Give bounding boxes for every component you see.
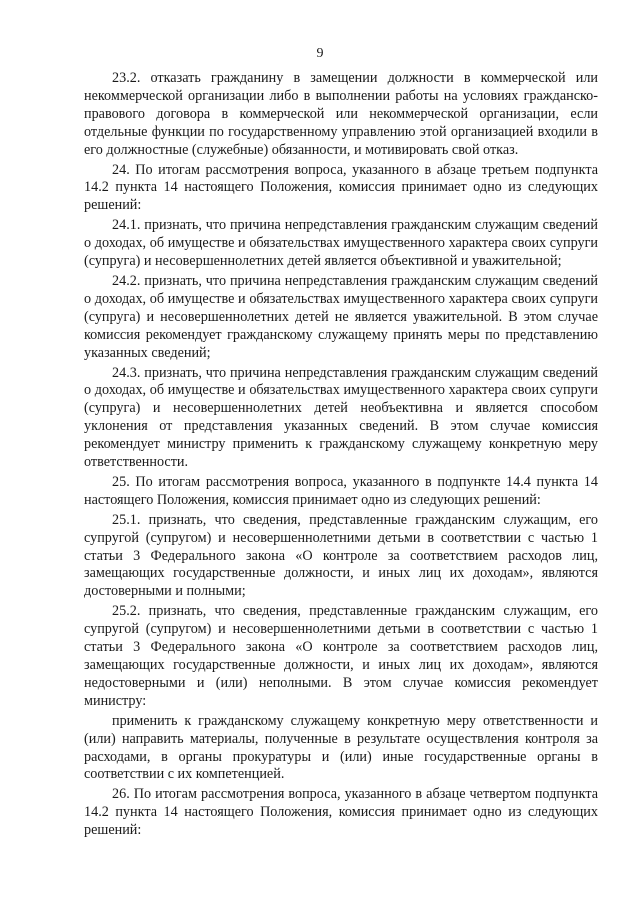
paragraph-26: 26. По итогам рассмотрения вопроса, указанного в абзаце четвертом подпункта 14.2 пункта 14 настоящего Положения, комиссия принимает одно из следующих решений: [84, 786, 598, 839]
paragraph-24-2: 24.2. признать, что причина непредставления гражданским служащим сведений о доходах, об имуществе и обязательствах имущественного характера своих супруги (супруга) и несовершеннолетних детей не является уважительной. В этом случае комиссия рекомендует гражданскому служащему принять меры по представлению указанных сведений; [84, 272, 598, 361]
paragraph-25: 25. По итогам рассмотрения вопроса, указанного в подпункте 14.4 пункта 14 настоящего Положения, комиссия принимает одно из следующих решений: [84, 473, 598, 508]
page-number: 9 [316, 46, 324, 61]
paragraph-24-1: 24.1. признать, что причина непредставления гражданским служащим сведений о доходах, об имуществе и обязательствах имущественного характера своих супруги (супруга) и несовершеннолетних детей является объективной и уважительной; [84, 217, 598, 270]
paragraph-25-2-action: применить к гражданскому служащему конкретную меру ответственности и (или) направить материалы, полученные в результате осуществления контроля за расходами, в органы прокуратуры и (или) иные государственные органы в соответствии с их компетенцией. [84, 712, 598, 783]
paragraph-25-1: 25.1. признать, что сведения, представленные гражданским служащим, его супругой (супругом) и несовершеннолетними детьми в соответствии с частью 1 статьи 3 Федерального закона «О контроле за соответствием расходов лиц, замещающих государственные должности, и иных лиц их доходам», являются достоверными и полными; [84, 511, 598, 600]
paragraph-23-2: 23.2. отказать гражданину в замещении должности в коммерческой или некоммерческой организации либо в выполнении работы на условиях гражданско-правового договора в коммерческой или некоммерческой организации, если отдельные функции по государственному управлению этой организацией входили в его должностные (служебные) обязанности, и мотивировать свой отказ. [84, 70, 598, 158]
document-body [84, 70, 598, 842]
paragraph-24-3: 24.3. признать, что причина непредставления гражданским служащим сведений о доходах, об имуществе и обязательствах имущественного характера своих супруги (супруга) и несовершеннолетних детей необъективна и является способом уклонения от представления указанных сведений. В этом случае комиссия рекомендует министру применить к гражданскому служащему конкретную меру ответственности. [84, 364, 598, 471]
paragraph-24: 24. По итогам рассмотрения вопроса, указанного в абзаце третьем подпункта 14.2 пункта 14 настоящего Положения, комиссия принимает одно из следующих решений: [84, 161, 598, 214]
paragraph-25-2: 25.2. признать, что сведения, представленные гражданским служащим, его супругой (супругом) и несовершеннолетними детьми в соответствии с частью 1 статьи 3 Федерального закона «О контроле за соответствием расходов лиц, замещающих государственные должности, и иных лиц их доходам», являются недостоверными и (или) неполными. В этом случае комиссия рекомендует министру: [84, 603, 598, 709]
